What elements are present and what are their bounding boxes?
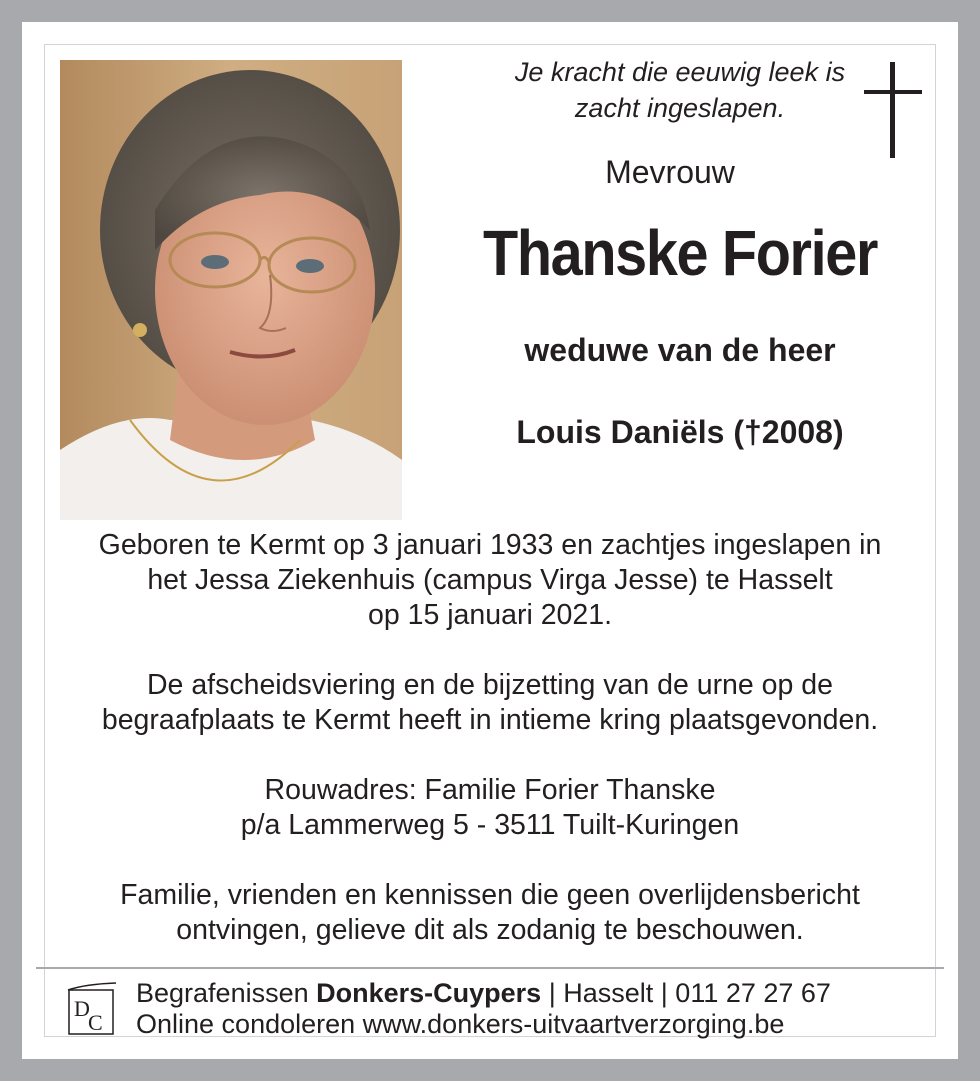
quote	[420, 54, 940, 126]
text-line: Rouwadres: Familie Forier Thanske	[264, 774, 716, 806]
quote-line: zacht ingeslapen.	[574, 93, 786, 123]
relation-text: weduwe van de heer	[524, 332, 836, 368]
text-line: Geboren te Kermt op 3 januari 1933 en zachtjes ingeslapen in	[98, 529, 882, 561]
text-line: ontvingen, gelieve dit als zodanig te beschouwen.	[176, 914, 804, 946]
footer-divider	[36, 967, 944, 969]
separator: |	[541, 978, 564, 1008]
deceased-name: Thanske Forier	[482, 217, 878, 289]
birth-death-paragraph	[44, 528, 936, 633]
honorific: Mevrouw	[605, 154, 735, 190]
logo-letter-c: C	[88, 1010, 103, 1035]
announcement-body	[44, 528, 936, 983]
ceremony-paragraph	[44, 668, 936, 738]
condolence-line	[136, 1009, 936, 1040]
city: Hasselt	[563, 978, 654, 1008]
notice-paragraph	[44, 878, 936, 948]
footer-prefix: Begrafenissen	[136, 978, 317, 1008]
separator: |	[653, 978, 676, 1008]
text-line: p/a Lammerweg 5 - 3511 Tuilt-Kuringen	[240, 809, 740, 841]
footer	[136, 978, 936, 1040]
website-link[interactable]: www.donkers-uitvaartverzorging.be	[362, 1009, 785, 1039]
logo-letter-d: D	[74, 996, 90, 1021]
text-line: De afscheidsviering en de bijzetting van de urne op de	[146, 669, 834, 701]
latin-cross-icon	[864, 62, 922, 158]
quote-line: Je kracht die eeuwig leek is	[514, 57, 846, 87]
text-line: het Jessa Ziekenhuis (campus Virga Jesse) te Hasselt	[147, 564, 833, 596]
spouse-name: Louis Daniëls (†2008)	[516, 414, 844, 450]
text-line: Familie, vrienden en kennissen die geen overlijdensbericht	[120, 879, 860, 911]
condole-label: Online condoleren	[136, 1009, 363, 1039]
phone-number: 011 27 27 67	[675, 978, 831, 1008]
company-name: Donkers-Cuypers	[316, 978, 542, 1008]
funeral-home-line	[136, 978, 936, 1009]
text-line: begraafplaats te Kermt heeft in intieme kring plaatsgevonden.	[101, 704, 879, 736]
donkers-cuypers-monogram-logo	[66, 982, 118, 1038]
text-line: op 15 januari 2021.	[367, 599, 613, 631]
portrait-photo	[60, 60, 402, 520]
mourning-address-paragraph	[44, 773, 936, 843]
